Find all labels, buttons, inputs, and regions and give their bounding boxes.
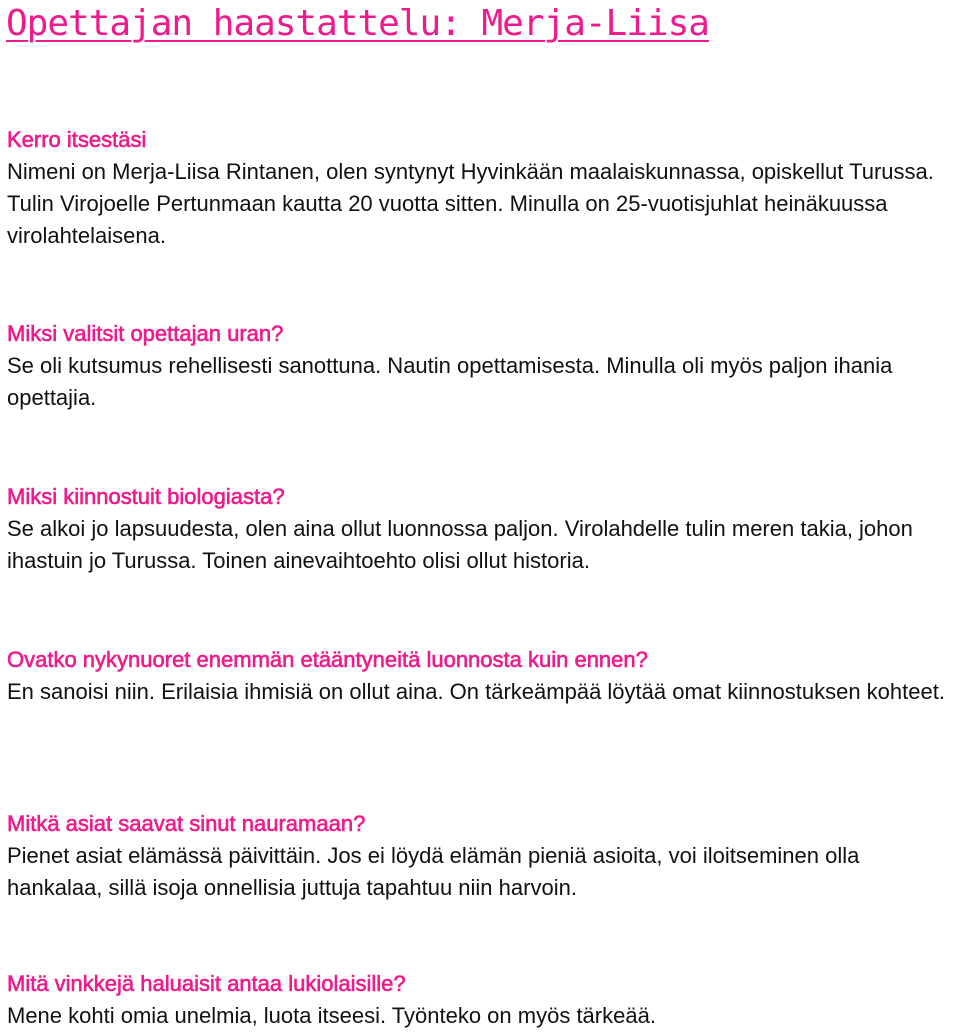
answer-text: Nimeni on Merja-Liisa Rintanen, olen syntynyt Hyvinkään maalaiskunnassa, opiskellut Turussa. Tulin Virojoelle Pertunmaan kautta 20 vuotta sitten. Minulla on 25-vuotisjuhlat heinäkuussa virolahtelaisena. [7, 159, 934, 248]
question-heading: Miksi valitsit opettajan uran? [7, 321, 284, 346]
page-title: Opettajan haastattelu: Merja-Liisa [6, 3, 709, 44]
qa-section [7, 124, 957, 252]
answer-text: Se alkoi jo lapsuudesta, olen aina ollut luonnossa paljon. Virolahdelle tulin meren takia, johon ihastuin jo Turussa. Toinen ainevaihtoehto olisi ollut historia. [7, 516, 913, 573]
answer-text: En sanoisi niin. Erilaisia ihmisiä on ollut aina. On tärkeämpää löytää omat kiinnostuksen kohteet. [7, 679, 945, 704]
answer-text: Pienet asiat elämässä päivittäin. Jos ei löydä elämän pieniä asioita, voi iloitseminen olla hankalaa, sillä isoja onnellisia juttuja tapahtuu niin harvoin. [7, 843, 860, 900]
qa-section [7, 968, 957, 1032]
qa-section [7, 481, 957, 577]
answer-text: Mene kohti omia unelmia, luota itseesi. Työnteko on myös tärkeää. [7, 1003, 656, 1028]
qa-section [7, 808, 957, 904]
answer-text: Se oli kutsumus rehellisesti sanottuna. Nautin opettamisesta. Minulla oli myös paljon ihania opettajia. [7, 353, 893, 410]
question-heading: Mitä vinkkejä haluaisit antaa lukiolaisille? [7, 971, 406, 996]
qa-section [7, 318, 957, 414]
question-heading: Ovatko nykynuoret enemmän etääntyneitä luonnosta kuin ennen? [7, 647, 648, 672]
question-heading: Mitkä asiat saavat sinut nauramaan? [7, 811, 366, 836]
question-heading: Kerro itsestäsi [7, 127, 147, 152]
question-heading: Miksi kiinnostuit biologiasta? [7, 484, 285, 509]
qa-section [7, 644, 957, 708]
